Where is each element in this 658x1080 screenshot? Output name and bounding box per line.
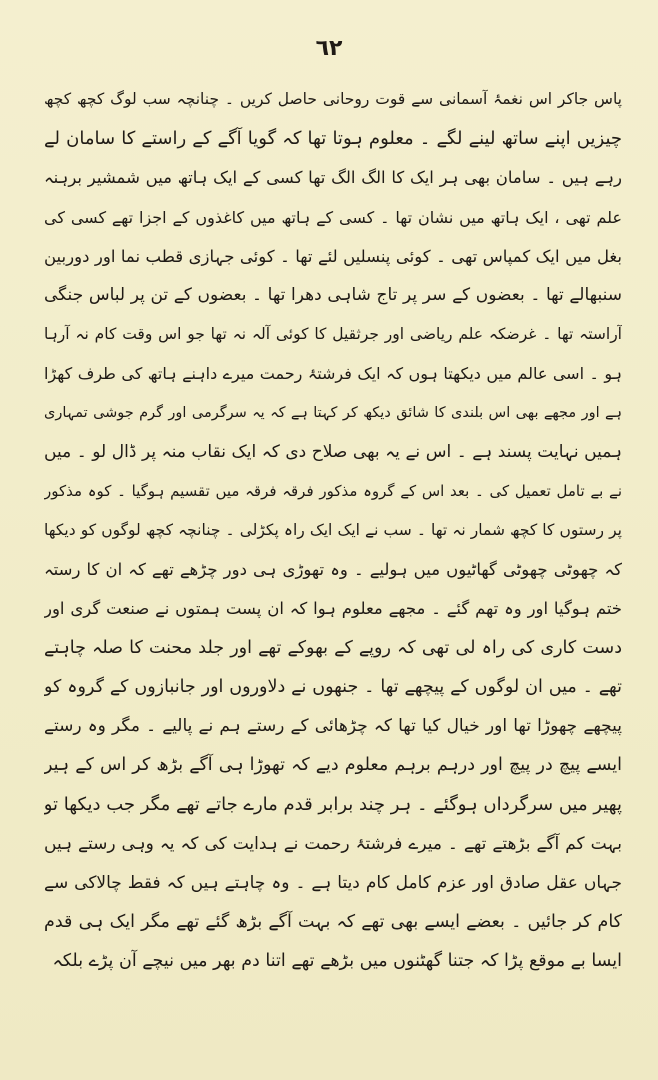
- text-line: پیچھے چھوڑا تھا اور خیال کیا تھا کہ چڑھائی کے رستے ہم نے پالیے ۔ مگر وہ رستے: [44, 716, 622, 736]
- text-line: ایسے پیچ در پیچ اور درہم برہم معلوم دیے کہ تھوڑا ہی آگے بڑھ کر اس کے ہیر: [44, 755, 622, 776]
- text-line: کہ چھوٹی چھوٹی گھاٹیوں میں ہولیے ۔ وہ تھوڑی ہی دور چڑھے تھے کہ ان کا رستہ: [44, 560, 622, 580]
- text-line: بہت کم آگے بڑھتے تھے ۔ میرے فرشتۂ رحمت نے ہدایت کی کہ یہ وہی رستے ہیں: [44, 833, 622, 854]
- text-line: ہے اور مجھے بھی اس بلندی کا شائق دیکھ کر کہتا ہے کہ یہ سرگرمی اور گرم جوشی تمہاری: [44, 404, 622, 421]
- text-line: آراستہ تھا ۔ غرضکہ علم ریاضی اور جرثقیل کا کوئی آلہ نہ تھا جو اس وقت کام نہ آرہا: [44, 325, 622, 344]
- text-line: ہمیں نہایت پسند ہے ۔ اس نے یہ بھی صلاح دی کہ ایک نقاب منہ پر ڈال لو ۔ میں: [44, 441, 622, 462]
- text-line: کام کر جائیں ۔ بعضے ایسے بھی تھے کہ بہت آگے بڑھ گئے تھے مگر ایک ہی قدم: [44, 911, 622, 932]
- body-text: [44, 80, 622, 981]
- text-line: سنبھالے تھا ۔ بعضوں کے سر پر تاج شاہی دھرا تھا ۔ بعضوں کے تن پر لباس جنگی: [44, 284, 622, 305]
- text-line: علم تھی ، ایک ہاتھ میں نشان تھا ۔ کسی کے ہاتھ میں کاغذوں کے اجزا تھے کسی کی: [44, 207, 622, 227]
- text-line: پھیر میں سرگرداں ہوگئے ۔ ہر چند برابر قدم مارے جاتے تھے مگر جب دیکھا تو: [44, 794, 622, 816]
- text-line: بغل میں ایک کمپاس تھی ۔ کوئی پنسلیں لئے تھا ۔ کوئی جہازی قطب نما اور دوربین: [44, 246, 622, 266]
- text-line: چیزیں اپنے ساتھ لینے لگے ۔ معلوم ہوتا تھا کہ گویا آگے کے راستے کا سامان لے: [44, 128, 622, 150]
- text-line: جہاں عقل صادق اور عزم کامل کام دیتا ہے ۔ وہ چاہتے ہیں کہ فقط چالاکی سے: [44, 872, 622, 893]
- text-line: ہو ۔ اسی عالم میں دیکھتا ہوں کہ ایک فرشتۂ رحمت میرے داہنے ہاتھ کی طرف کھڑا: [44, 364, 622, 384]
- text-line: ختم ہوگیا اور وہ تھم گئے ۔ مجھے معلوم ہوا کہ ان پست ہمتوں نے صنعت گری اور: [44, 599, 622, 619]
- text-line: ایسا بے موقع پڑا کہ جتنا گھٹنوں میں بڑھے تھے اتنا دم بھر میں نیچے آن پڑے بلکہ: [52, 951, 622, 972]
- text-line: پر رستوں کا کچھ شمار نہ تھا ۔ سب نے ایک ایک راہ پکڑلی ۔ چنانچہ کچھ لوگوں کو دیکھا: [44, 521, 622, 540]
- text-line: پاس جاکر اس نغمۂ آسمانی سے قوت روحانی حاصل کریں ۔ چنانچہ سب لوگ کچھ کچھ: [44, 90, 622, 108]
- text-line: رہے ہیں ۔ سامان بھی ہر ایک کا الگ الگ تھا کسی کے ایک ہاتھ میں شمشیر برہنہ: [44, 168, 622, 188]
- text-line: تھے ۔ میں ان لوگوں کے پیچھے تھا ۔ جنھوں نے دلاوروں اور جانبازوں کے گروہ کو: [44, 676, 622, 697]
- text-line: نے بے تامل تعمیل کی ۔ بعد اس کے گروہ مذکور فرقہ فرقہ میں تقسیم ہوگیا ۔ کوہ مذکور: [44, 481, 622, 500]
- page-number: ٦٢: [315, 36, 343, 61]
- text-line: دست کاری کی راہ لی تھی کہ روپے کے بھوکے تھے اور جلد محنت کا صلہ چاہتے: [44, 637, 622, 658]
